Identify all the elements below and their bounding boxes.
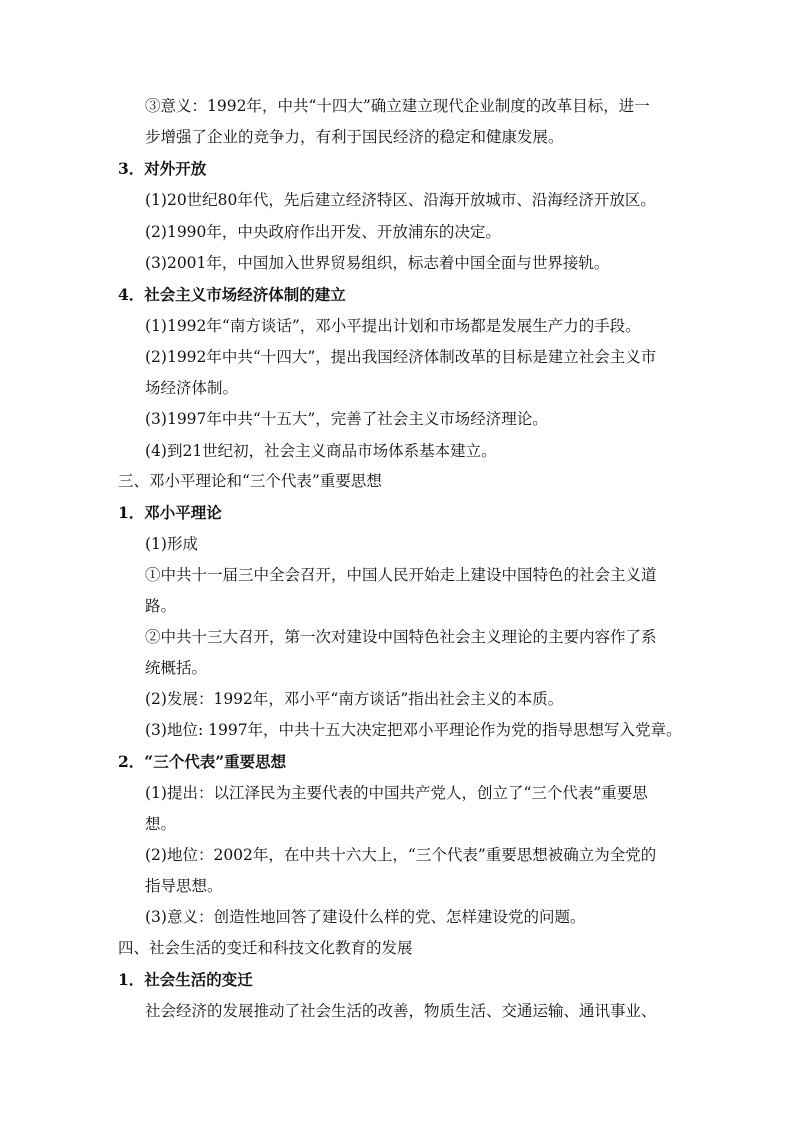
text-line: (3)1997年中共“十五大”，完善了社会主义市场经济理论。 (145, 410, 548, 428)
text-line: (2)发展：1992年，邓小平“南方谈话”指出社会主义的本质。 (145, 690, 564, 708)
section-heading: 1．社会生活的变迁 (118, 970, 253, 989)
text-line: 想。 (145, 815, 177, 833)
text-line: (2)1992年中共“十四大”，提出我国经济体制改革的目标是建立社会主义市 (145, 348, 657, 366)
text-line: 统概括。 (145, 659, 208, 677)
text-line: (2)地位：2002年，在中共十六大上，“三个代表”重要思想被确立为全党的 (145, 846, 657, 864)
chapter-heading: 四、社会生活的变迁和科技文化教育的发展 (118, 939, 413, 957)
text-line: (3)意义：创造性地回答了建设什么样的党、怎样建设党的问题。 (145, 908, 586, 926)
text-line: 指导思想。 (145, 877, 223, 895)
section-heading: 2．“三个代表”重要思想 (118, 752, 287, 771)
text-line: 场经济体制。 (145, 379, 239, 397)
text-line: (1)20世纪80年代，先后建立经济特区、沿海开放城市、沿海经济开放区。 (145, 191, 656, 209)
chapter-heading: 三、邓小平理论和“三个代表”重要思想 (118, 472, 382, 490)
text-line: 社会经济的发展推动了社会生活的改善，物质生活、交通运输、通讯事业、 (145, 1002, 657, 1020)
text-line: ③意义：1992年，中共“十四大”确立建立现代企业制度的改革目标，进一 (145, 97, 650, 115)
section-heading: 1．邓小平理论 (118, 503, 222, 522)
text-line: (1)形成 (145, 535, 198, 553)
text-line: (1)1992年“南方谈话”，邓小平提出计划和市场都是发展生产力的手段。 (145, 317, 641, 335)
section-heading: 3．对外开放 (118, 159, 207, 178)
text-line: (3)地位: 1997年，中共十五大决定把邓小平理论作为党的指导思想写入党章。 (145, 721, 682, 739)
text-line: 步增强了企业的竞争力，有利于国民经济的稳定和健康发展。 (145, 128, 564, 146)
text-line: (3)2001年，中国加入世界贸易组织，标志着中国全面与世界接轨。 (145, 254, 610, 272)
text-line: (1)提出：以江泽民为主要代表的中国共产党人，创立了“三个代表”重要思 (145, 784, 648, 802)
text-line: 路。 (145, 597, 177, 615)
text-line: (2)1990年，中央政府作出开发、开放浦东的决定。 (145, 223, 501, 241)
text-line: ①中共十一届三中全会召开，中国人民开始走上建设中国特色的社会主义道 (145, 566, 657, 584)
text-line: ②中共十三大召开，第一次对建设中国特色社会主义理论的主要内容作了系 (145, 628, 657, 646)
section-heading: 4．社会主义市场经济体制的建立 (118, 285, 346, 304)
text-line: (4)到21世纪初，社会主义商品市场体系基本建立。 (145, 442, 497, 460)
